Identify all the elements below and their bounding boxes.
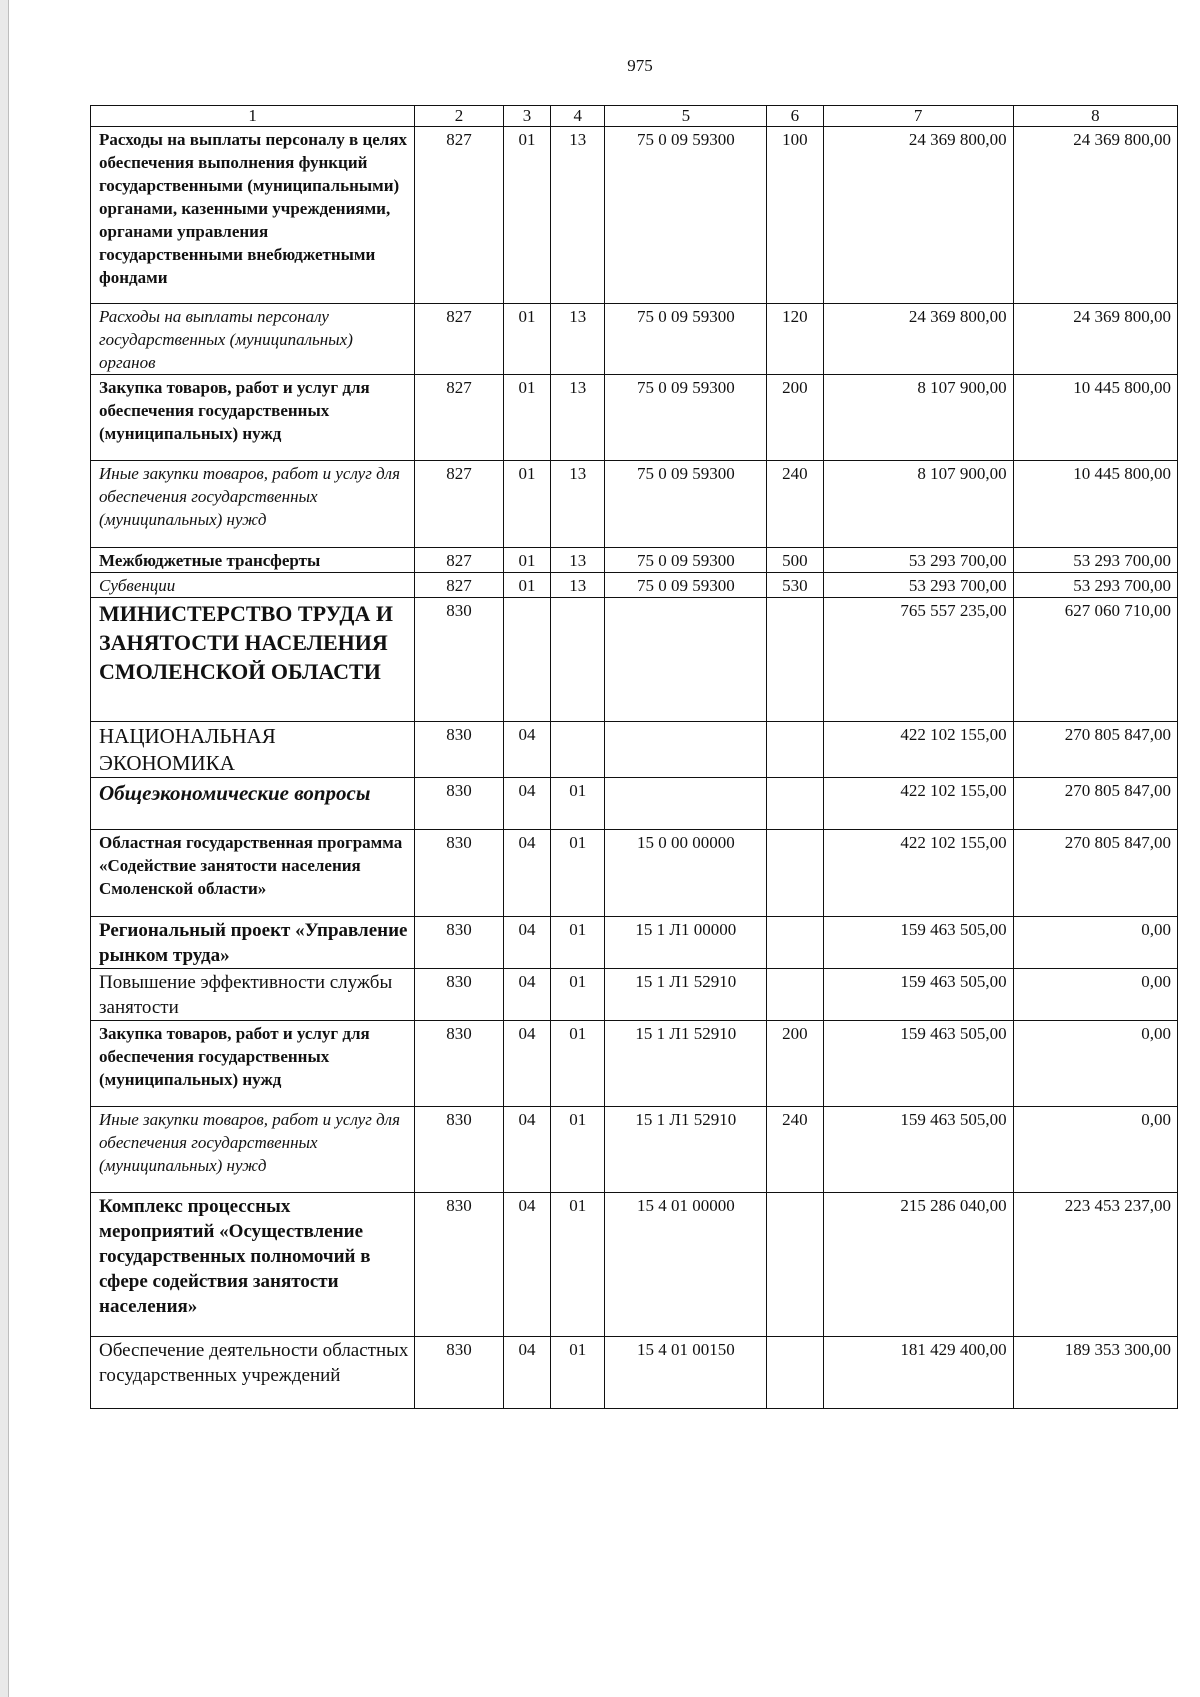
target-article-cell [605, 778, 767, 830]
subsection-code-cell: 13 [551, 375, 605, 461]
amount-cell: 270 805 847,00 [1013, 830, 1177, 917]
section-code-cell: 04 [503, 778, 551, 830]
amount-cell: 24 369 800,00 [1013, 127, 1177, 304]
row-name-cell: Обеспечение деятельности областных государственных учреждений [91, 1337, 415, 1409]
amount-cell: 270 805 847,00 [1013, 778, 1177, 830]
target-article-cell: 15 1 Л1 52910 [605, 1021, 767, 1107]
amount-cell: 215 286 040,00 [823, 1193, 1013, 1337]
table-row [91, 830, 1178, 917]
admin-code-cell: 827 [415, 127, 504, 304]
scan-left-edge [0, 0, 8, 1697]
admin-code-cell: 827 [415, 304, 504, 375]
table-row [91, 969, 1178, 1021]
amount-cell: 0,00 [1013, 917, 1177, 969]
table-row [91, 778, 1178, 830]
section-code-cell: 01 [503, 548, 551, 573]
section-code-cell: 04 [503, 1337, 551, 1409]
target-article-cell: 75 0 09 59300 [605, 127, 767, 304]
header-cell: 4 [551, 106, 605, 127]
admin-code-cell: 830 [415, 830, 504, 917]
expense-type-cell: 120 [767, 304, 823, 375]
amount-cell: 53 293 700,00 [823, 548, 1013, 573]
expense-type-cell [767, 1193, 823, 1337]
scan-left-line [8, 0, 9, 1697]
amount-cell: 53 293 700,00 [1013, 548, 1177, 573]
amount-cell: 159 463 505,00 [823, 917, 1013, 969]
expense-type-cell [767, 1337, 823, 1409]
amount-cell: 159 463 505,00 [823, 1107, 1013, 1193]
section-code-cell: 04 [503, 969, 551, 1021]
expense-type-cell [767, 917, 823, 969]
amount-cell: 422 102 155,00 [823, 778, 1013, 830]
expense-type-cell: 240 [767, 461, 823, 548]
amount-cell: 24 369 800,00 [823, 127, 1013, 304]
amount-cell: 627 060 710,00 [1013, 598, 1177, 722]
row-name-cell: Областная государственная программа «Содействие занятости населения Смоленской области» [91, 830, 415, 917]
section-code-cell: 01 [503, 304, 551, 375]
header-cell: 8 [1013, 106, 1177, 127]
section-code-cell: 01 [503, 375, 551, 461]
target-article-cell: 15 0 00 00000 [605, 830, 767, 917]
expense-type-cell: 100 [767, 127, 823, 304]
admin-code-cell: 830 [415, 722, 504, 778]
target-article-cell: 15 4 01 00000 [605, 1193, 767, 1337]
header-cell: 6 [767, 106, 823, 127]
header-cell: 1 [91, 106, 415, 127]
table-row [91, 375, 1178, 461]
table-header-row [91, 106, 1178, 127]
expense-type-cell: 500 [767, 548, 823, 573]
admin-code-cell: 830 [415, 778, 504, 830]
row-name-cell: Общеэкономические вопросы [91, 778, 415, 830]
section-code-cell: 04 [503, 1193, 551, 1337]
amount-cell: 8 107 900,00 [823, 461, 1013, 548]
expense-type-cell: 200 [767, 1021, 823, 1107]
amount-cell: 422 102 155,00 [823, 722, 1013, 778]
target-article-cell: 75 0 09 59300 [605, 375, 767, 461]
admin-code-cell: 830 [415, 1337, 504, 1409]
admin-code-cell: 830 [415, 1021, 504, 1107]
amount-cell: 0,00 [1013, 1021, 1177, 1107]
amount-cell: 189 353 300,00 [1013, 1337, 1177, 1409]
subsection-code-cell: 01 [551, 969, 605, 1021]
subsection-code-cell: 13 [551, 573, 605, 598]
target-article-cell: 75 0 09 59300 [605, 461, 767, 548]
subsection-code-cell: 01 [551, 1021, 605, 1107]
section-code-cell: 04 [503, 830, 551, 917]
row-name-cell: Закупка товаров, работ и услуг для обеспечения государственных (муниципальных) нужд [91, 375, 415, 461]
header-cell: 3 [503, 106, 551, 127]
page-number: 975 [627, 56, 653, 75]
subsection-code-cell: 13 [551, 461, 605, 548]
table-row [91, 304, 1178, 375]
section-code-cell: 04 [503, 917, 551, 969]
table-row [91, 461, 1178, 548]
section-code-cell: 01 [503, 573, 551, 598]
row-name-cell: Расходы на выплаты персоналу в целях обеспечения выполнения функций государственными (муниципальными) органами, казенными учреждениями, органами управления государственными внебюджетными фондами [91, 127, 415, 304]
section-code-cell: 01 [503, 127, 551, 304]
expense-type-cell [767, 778, 823, 830]
row-name-cell: Расходы на выплаты персоналу государственных (муниципальных) органов [91, 304, 415, 375]
table-row [91, 917, 1178, 969]
admin-code-cell: 827 [415, 548, 504, 573]
admin-code-cell: 830 [415, 1107, 504, 1193]
section-code-cell: 04 [503, 722, 551, 778]
amount-cell: 159 463 505,00 [823, 1021, 1013, 1107]
subsection-code-cell: 13 [551, 304, 605, 375]
subsection-code-cell: 01 [551, 830, 605, 917]
amount-cell: 159 463 505,00 [823, 969, 1013, 1021]
row-name-cell: Межбюджетные трансферты [91, 548, 415, 573]
table-row [91, 573, 1178, 598]
expense-type-cell [767, 598, 823, 722]
subsection-code-cell: 01 [551, 1193, 605, 1337]
table-row [91, 548, 1178, 573]
row-name-cell: Иные закупки товаров, работ и услуг для обеспечения государственных (муниципальных) нужд [91, 1107, 415, 1193]
amount-cell: 181 429 400,00 [823, 1337, 1013, 1409]
amount-cell: 24 369 800,00 [823, 304, 1013, 375]
amount-cell: 223 453 237,00 [1013, 1193, 1177, 1337]
target-article-cell: 15 1 Л1 52910 [605, 1107, 767, 1193]
header-cell: 5 [605, 106, 767, 127]
section-code-cell: 04 [503, 1107, 551, 1193]
subsection-code-cell [551, 598, 605, 722]
target-article-cell: 15 4 01 00150 [605, 1337, 767, 1409]
table-row [91, 598, 1178, 722]
row-name-cell: НАЦИОНАЛЬНАЯ ЭКОНОМИКА [91, 722, 415, 778]
admin-code-cell: 827 [415, 573, 504, 598]
amount-cell: 270 805 847,00 [1013, 722, 1177, 778]
header-cell: 7 [823, 106, 1013, 127]
subsection-code-cell: 13 [551, 548, 605, 573]
admin-code-cell: 827 [415, 375, 504, 461]
table-row [91, 1107, 1178, 1193]
row-name-cell: Повышение эффективности службы занятости [91, 969, 415, 1021]
section-code-cell: 04 [503, 1021, 551, 1107]
amount-cell: 10 445 800,00 [1013, 461, 1177, 548]
admin-code-cell: 830 [415, 598, 504, 722]
expense-type-cell: 240 [767, 1107, 823, 1193]
admin-code-cell: 830 [415, 1193, 504, 1337]
section-code-cell [503, 598, 551, 722]
subsection-code-cell [551, 722, 605, 778]
amount-cell: 0,00 [1013, 1107, 1177, 1193]
target-article-cell: 75 0 09 59300 [605, 304, 767, 375]
amount-cell: 422 102 155,00 [823, 830, 1013, 917]
table-row [91, 722, 1178, 778]
subsection-code-cell: 01 [551, 1107, 605, 1193]
target-article-cell: 15 1 Л1 52910 [605, 969, 767, 1021]
amount-cell: 8 107 900,00 [823, 375, 1013, 461]
row-name-cell: Субвенции [91, 573, 415, 598]
target-article-cell [605, 722, 767, 778]
expense-type-cell [767, 722, 823, 778]
subsection-code-cell: 13 [551, 127, 605, 304]
row-name-cell: МИНИСТЕРСТВО ТРУДА И ЗАНЯТОСТИ НАСЕЛЕНИЯ СМОЛЕНСКОЙ ОБЛАСТИ [91, 598, 415, 722]
subsection-code-cell: 01 [551, 1337, 605, 1409]
header-cell: 2 [415, 106, 504, 127]
expense-type-cell: 530 [767, 573, 823, 598]
amount-cell: 53 293 700,00 [1013, 573, 1177, 598]
target-article-cell: 75 0 09 59300 [605, 573, 767, 598]
budget-table [90, 105, 1178, 1409]
target-article-cell [605, 598, 767, 722]
amount-cell: 53 293 700,00 [823, 573, 1013, 598]
row-name-cell: Комплекс процессных мероприятий «Осуществление государственных полномочий в сфере содействия занятости населения» [91, 1193, 415, 1337]
amount-cell: 0,00 [1013, 969, 1177, 1021]
target-article-cell: 75 0 09 59300 [605, 548, 767, 573]
target-article-cell: 15 1 Л1 00000 [605, 917, 767, 969]
table-row [91, 1193, 1178, 1337]
row-name-cell: Региональный проект «Управление рынком труда» [91, 917, 415, 969]
admin-code-cell: 830 [415, 917, 504, 969]
table-row [91, 1021, 1178, 1107]
row-name-cell: Иные закупки товаров, работ и услуг для обеспечения государственных (муниципальных) нужд [91, 461, 415, 548]
expense-type-cell: 200 [767, 375, 823, 461]
amount-cell: 24 369 800,00 [1013, 304, 1177, 375]
subsection-code-cell: 01 [551, 917, 605, 969]
table-row [91, 127, 1178, 304]
row-name-cell: Закупка товаров, работ и услуг для обеспечения государственных (муниципальных) нужд [91, 1021, 415, 1107]
budget-table-body [91, 106, 1178, 1409]
expense-type-cell [767, 830, 823, 917]
admin-code-cell: 827 [415, 461, 504, 548]
subsection-code-cell: 01 [551, 778, 605, 830]
table-row [91, 1337, 1178, 1409]
section-code-cell: 01 [503, 461, 551, 548]
expense-type-cell [767, 969, 823, 1021]
amount-cell: 765 557 235,00 [823, 598, 1013, 722]
amount-cell: 10 445 800,00 [1013, 375, 1177, 461]
admin-code-cell: 830 [415, 969, 504, 1021]
